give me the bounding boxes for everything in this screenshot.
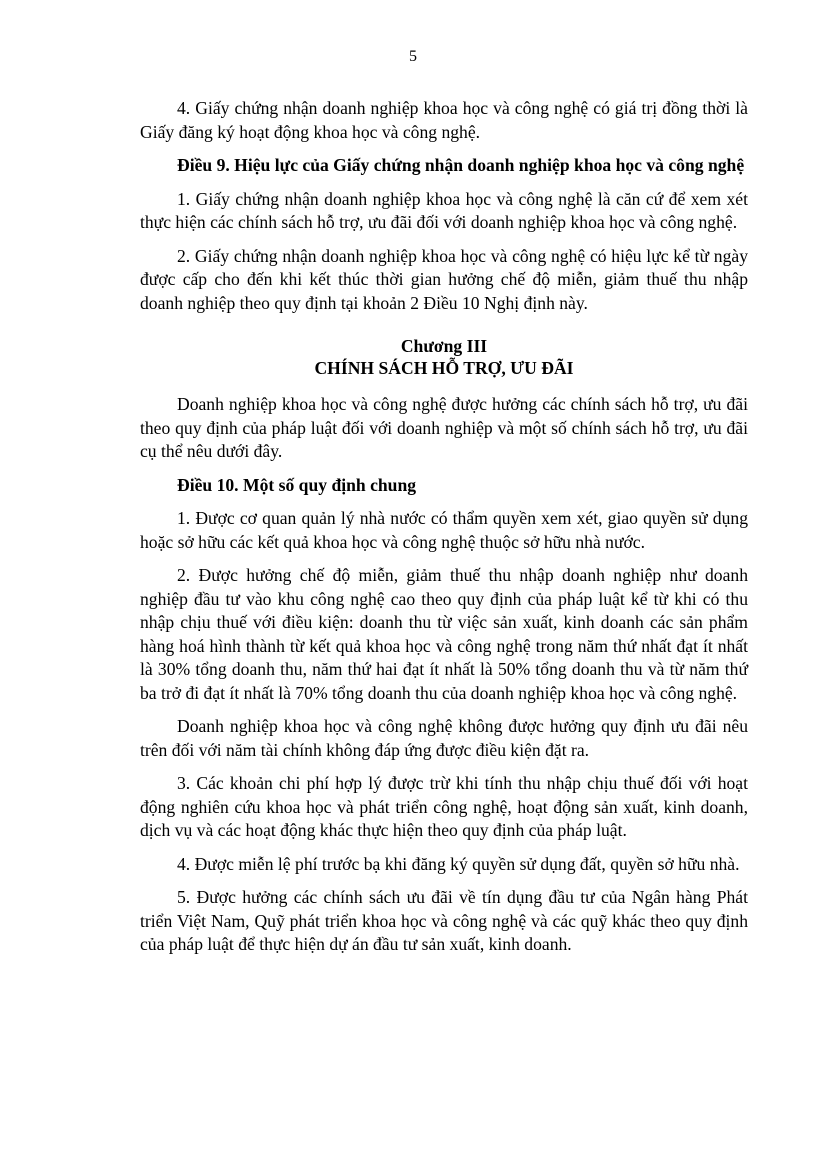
document-body (140, 97, 748, 967)
article-9-heading: Điều 9. Hiệu lực của Giấy chứng nhận doanh nghiệp khoa học và công nghệ (177, 155, 745, 175)
paragraph-clause-4: 4. Giấy chứng nhận doanh nghiệp khoa học và công nghệ có giá trị đồng thời là Giấy đăng ký hoạt động khoa học và công nghệ. (140, 98, 748, 142)
article-10-clause-3: 3. Các khoản chi phí hợp lý được trừ khi tính thu nhập chịu thuế đối với hoạt động nghiên cứu khoa học và phát triển công nghệ, hoạt động sản xuất, kinh doanh, dịch vụ và các hoạt động khác thực hiện theo quy định của pháp luật. (140, 773, 748, 840)
chapter-heading (140, 335, 748, 379)
article-10-clause-1: 1. Được cơ quan quản lý nhà nước có thẩm quyền xem xét, giao quyền sử dụng hoặc sở hữu các kết quả khoa học và công nghệ thuộc sở hữu nhà nước. (140, 508, 748, 552)
article-9-clause-1: 1. Giấy chứng nhận doanh nghiệp khoa học và công nghệ là căn cứ để xem xét thực hiện các chính sách hỗ trợ, ưu đãi đối với doanh nghiệp khoa học và công nghệ. (140, 188, 748, 232)
article-10-heading: Điều 10. Một số quy định chung (177, 474, 417, 495)
page-number: 5 (409, 48, 417, 65)
article-10-clause-2-note: Doanh nghiệp khoa học và công nghệ không được hưởng quy định ưu đãi nêu trên đối với năm tài chính không đáp ứng được điều kiện đặt ra. (140, 716, 748, 760)
chapter-intro: Doanh nghiệp khoa học và công nghệ được hưởng các chính sách hỗ trợ, ưu đãi theo quy định của pháp luật đối với doanh nghiệp và một số chính sách hỗ trợ, ưu đãi cụ thể nêu dưới đây. (140, 394, 748, 461)
article-10-clause-4: 4. Được miễn lệ phí trước bạ khi đăng ký quyền sử dụng đất, quyền sở hữu nhà. (177, 853, 740, 874)
chapter-title: CHÍNH SÁCH HỖ TRỢ, ƯU ĐÃI (314, 358, 574, 378)
article-10-clause-2: 2. Được hưởng chế độ miễn, giảm thuế thu nhập doanh nghiệp như doanh nghiệp đầu tư vào khu công nghệ cao theo quy định của pháp luật kể từ khi có thu nhập chịu thuế với điều kiện: doanh thu từ việc sản xuất, kinh doanh các sản phẩm hàng hoá hình thành từ kết quả khoa học và công nghệ trong năm thứ nhất đạt ít nhất là 30% tổng doanh thu, năm thứ hai đạt ít nhất là 50% tổng doanh thu và từ năm thứ ba trở đi đạt ít nhất là 70% tổng doanh thu của doanh nghiệp khoa học và công nghệ. (140, 565, 748, 703)
article-9-clause-2: 2. Giấy chứng nhận doanh nghiệp khoa học và công nghệ có hiệu lực kể từ ngày được cấp cho đến khi kết thúc thời gian hưởng chế độ miễn, giảm thuế thu nhập doanh nghiệp theo quy định tại khoản 2 Điều 10 Nghị định này. (140, 245, 748, 313)
chapter-number: Chương III (400, 336, 488, 356)
article-10-clause-5: 5. Được hưởng các chính sách ưu đãi về tín dụng đầu tư của Ngân hàng Phát triển Việt Nam, Quỹ phát triển khoa học và công nghệ và các quỹ khác theo quy định của pháp luật để thực hiện dự án đầu tư sản xuất, kinh doanh. (140, 887, 748, 954)
